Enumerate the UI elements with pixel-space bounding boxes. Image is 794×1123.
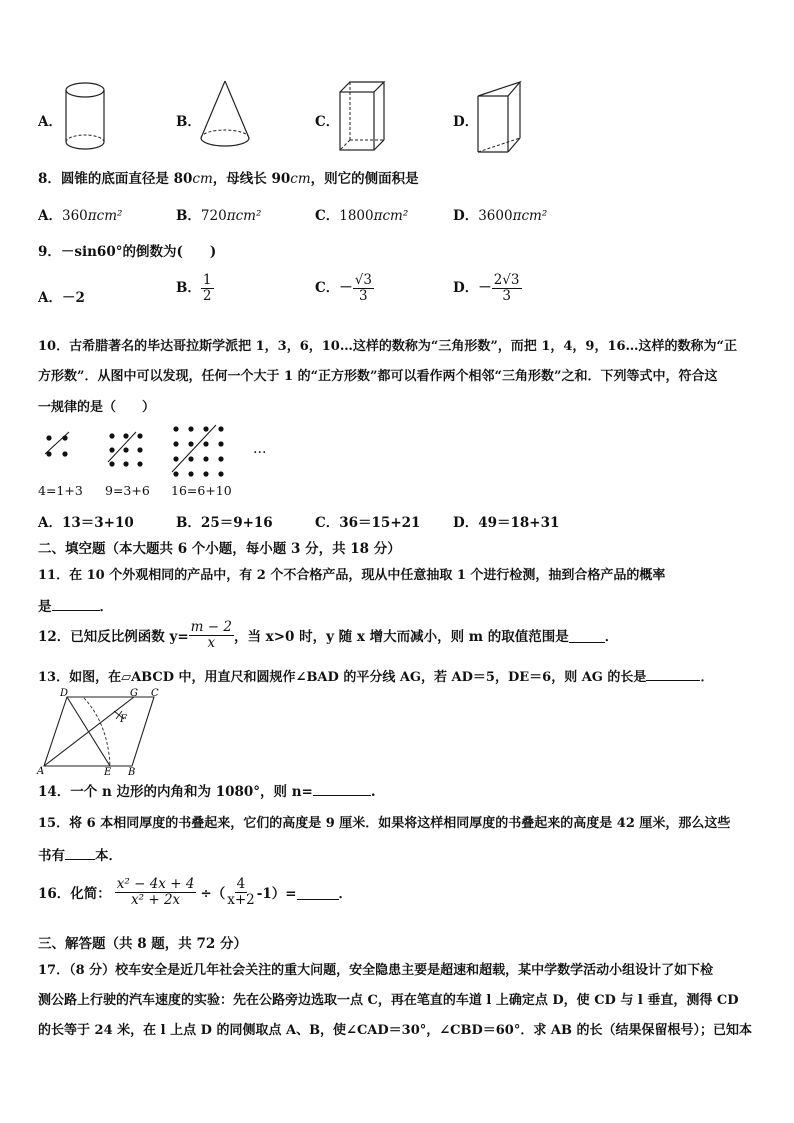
q15-line2: 书有 本． xyxy=(38,848,122,864)
answer-blank[interactable] xyxy=(569,628,605,643)
option-letter: C． xyxy=(315,114,340,130)
cylinder-icon xyxy=(60,80,110,155)
q15-line1: 15．将 6 本相同厚度的书叠起来，它们的高度是 9 厘米．如果将这样相同厚度的书叠起来的高度是 42 厘米，那么这些 xyxy=(38,816,731,831)
q10-ellipsis: … xyxy=(253,441,267,457)
answer-blank[interactable] xyxy=(313,795,371,796)
option-d: D．－ $\frac{2√3}{3}$ xyxy=(453,272,520,304)
answer-blank[interactable] xyxy=(52,610,100,611)
option-d: D．49＝18+31 xyxy=(453,515,560,531)
q10-line2: 方形数”．从图中可以发现，任何一个大于 1 的“正方形数”都可以看作两个相邻“三角形数”之和．下列等式中，符合这 xyxy=(38,369,718,384)
option-letter: D． xyxy=(453,114,479,130)
label-b: B xyxy=(128,767,136,776)
label-d: D xyxy=(60,688,69,699)
square-4x4 xyxy=(173,426,223,476)
label-e: E xyxy=(104,767,112,776)
q16: 16．化简： $\frac{\text{x² − 4x + 4}}{\text{x² + 2x}}$ ÷（ $\frac{4}{x+2}$ -1）= ． xyxy=(38,876,353,908)
rectangular-prism-icon xyxy=(336,78,388,156)
answer-blank[interactable] xyxy=(65,859,95,860)
label-c: C xyxy=(151,688,159,699)
option-letter: A． xyxy=(38,114,62,130)
q17-line2: 测公路上行驶的汽车速度的实验：先在公路旁边选取一点 C，再在笔直的车道 l 上确定点 D，使 CD 与 l 垂直，测得 CD xyxy=(38,993,739,1008)
option-c: C．36＝15+21 xyxy=(315,515,421,531)
label-f: F xyxy=(120,714,127,725)
q17-line3: 的长等于 24 米，在 l 上点 D 的同侧取点 A、B，使∠CAD＝30°，∠CBD＝60°．求 AB 的长（结果保留根号）；已知本 xyxy=(38,1023,752,1038)
q10-label-1: 4=1+3 xyxy=(38,483,83,498)
q17-line1: 17．（8 分）校车安全是近几年社会关注的重大问题，安全隐患主要是超速和超载，某中学数学活动小组设计了如下检 xyxy=(38,963,714,978)
option-a: A．13＝3+10 xyxy=(38,515,134,531)
cone-icon xyxy=(195,78,255,156)
section-3-heading: 三、解答题（共 8 题，共 72 分） xyxy=(38,936,247,952)
q9-stem: 9．－sin60°的倒数为( ) xyxy=(38,244,217,260)
q12: 12．已知反比例函数 y= $\frac{m - 2}{x}$ ，当 x>0 时，y 随 x 增大而减小，则 m 的取值范围是 ． xyxy=(38,619,619,651)
option-c: C．1800πcm² xyxy=(315,208,409,224)
option-d: D．3600πcm² xyxy=(453,208,548,224)
square-2x2 xyxy=(46,435,67,456)
q13-parallelogram-figure xyxy=(36,686,166,776)
option-a: A．360πcm² xyxy=(38,208,123,224)
q11-line1: 11．在 10 个外观相同的产品中，有 2 个不合格产品，现从中任意抽取 1 个进行检测，抽到合格产品的概率 xyxy=(38,568,666,583)
label-g: G xyxy=(130,688,138,699)
q10-line1: 10．古希腊著名的毕达哥拉斯学派把 1，3，6，10…这样的数称为“三角形数”，而把 1，4，9，16…这样的数称为“正 xyxy=(38,339,738,354)
q14: 14．一个 n 边形的内角和为 1080°，则 n= . xyxy=(38,784,376,800)
option-b: B．25＝9+16 xyxy=(176,515,273,531)
q10-line3: 一规律的是（ ） xyxy=(38,400,156,415)
option-letter: B． xyxy=(176,114,201,130)
q13: 13．如图，在▱ABCD 中，用直尺和圆规作∠BAD 的平分线 AG，若 AD＝5，DE＝6，则 AG 的长是 ． xyxy=(38,670,714,685)
q10-label-2: 9=3+6 xyxy=(105,483,150,498)
triangular-prism-icon xyxy=(474,78,526,156)
option-b: B．720πcm² xyxy=(176,208,262,224)
q8-stem: 8．圆锥的底面直径是 80cm，母线长 90cm，则它的侧面积是 xyxy=(38,171,419,187)
label-a: A xyxy=(37,766,45,776)
q11-line2: 是 ． xyxy=(38,599,113,615)
q10-label-3: 16=6+10 xyxy=(171,483,232,498)
answer-blank[interactable] xyxy=(297,885,339,900)
option-a: A．－2 xyxy=(38,290,85,306)
answer-blank[interactable] xyxy=(646,680,700,681)
section-2-heading: 二、填空题（本大题共 6 个小题，每小题 3 分，共 18 分） xyxy=(38,541,401,557)
option-b: B． $\frac{1}{2}$ xyxy=(176,272,212,304)
square-3x3 xyxy=(109,433,142,466)
option-c: C．－ $\frac{√3}{3}$ xyxy=(315,272,372,304)
